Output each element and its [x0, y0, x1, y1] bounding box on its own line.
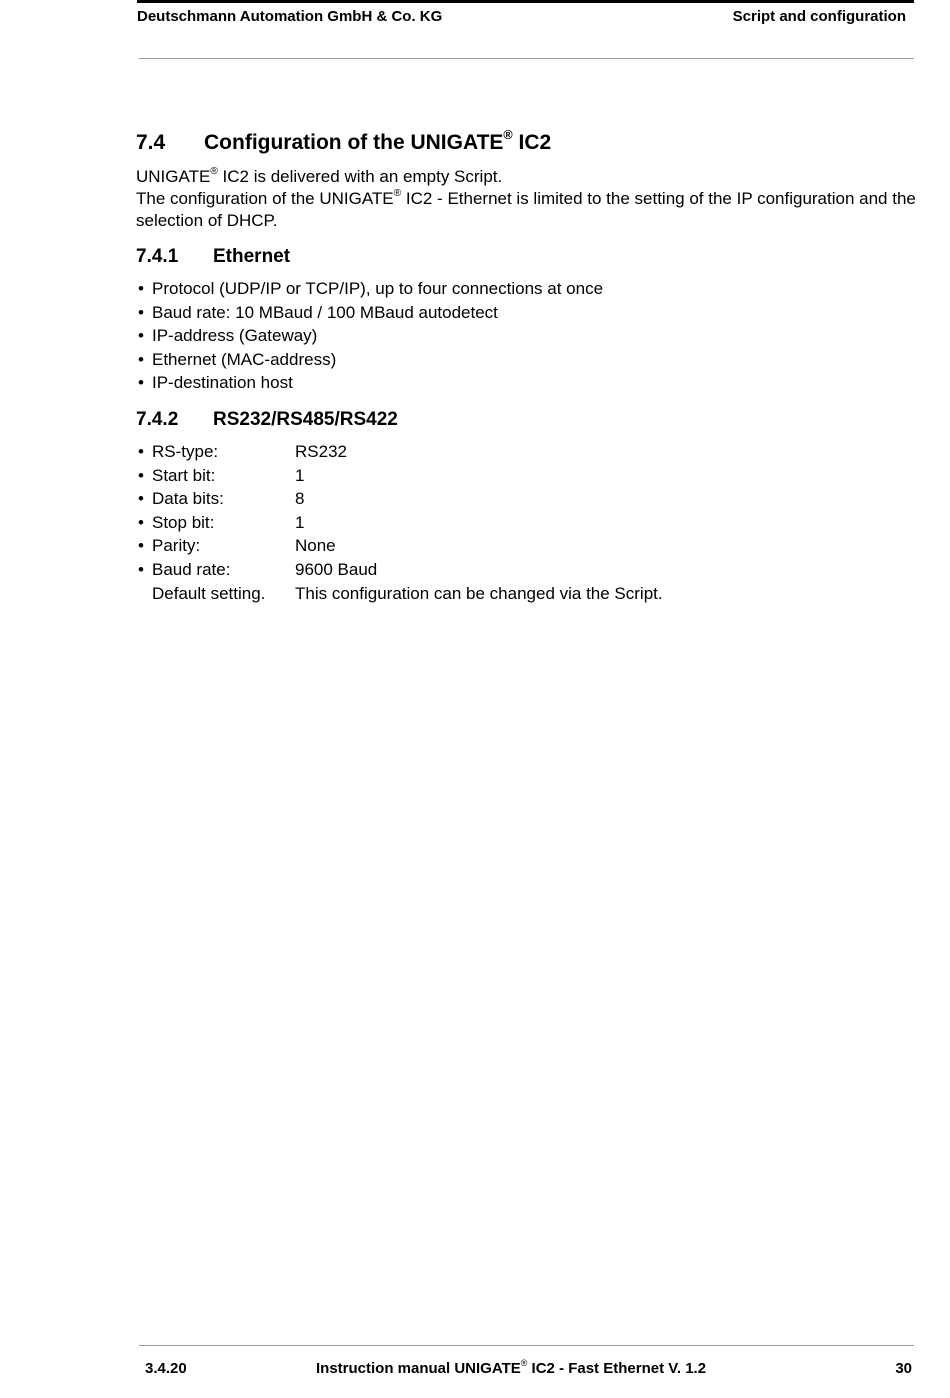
list-item: • Start bit: 1 [138, 464, 663, 488]
list-item: • Baud rate: 10 MBaud / 100 MBaud autodetect [138, 301, 603, 325]
bullet-icon: • [138, 349, 144, 369]
subsection-rs-title: RS232/RS485/RS422 [213, 409, 398, 430]
footer-version: 3.4.20 [145, 1360, 187, 1377]
list-item: • Data bits: 8 [138, 487, 663, 511]
bullet-icon: • [138, 373, 144, 393]
bullet-icon: • [138, 442, 144, 461]
section-title: Configuration of the UNIGATE [204, 131, 504, 154]
list-item: • IP-address (Gateway) [138, 324, 603, 348]
bullet-icon: • [138, 489, 144, 509]
bullet-icon: • [138, 536, 144, 556]
header-company: Deutschmann Automation GmbH & Co. KG [137, 8, 443, 25]
intro-line-1: UNIGATE® IC2 is delivered with an empty Script. [136, 165, 503, 186]
subsection-rs-number: 7.4.2 [136, 409, 179, 430]
bullet-icon: • [138, 559, 144, 579]
footer-title: Instruction manual UNIGATE® IC2 - Fast Ethernet V. 1.2 [316, 1357, 707, 1377]
section-title-suffix: IC2 [512, 131, 552, 154]
bullet-icon: • [138, 465, 144, 485]
footer-page-number: 30 [895, 1360, 912, 1377]
list-item: • RS-type: RS232 [138, 440, 663, 464]
subsection-ethernet-title: Ethernet [213, 246, 291, 267]
list-item: • Ethernet (MAC-address) [138, 348, 603, 372]
header-divider [139, 58, 914, 59]
bullet-icon: • [138, 326, 144, 346]
bullet-icon: • [138, 512, 144, 532]
header-chapter: Script and configuration [732, 8, 906, 25]
section-number: 7.4 [136, 131, 166, 154]
list-item: • Stop bit: 1 [138, 511, 663, 535]
list-item: • IP-destination host [138, 371, 603, 395]
intro-paragraph [136, 166, 916, 232]
list-item: • Protocol (UDP/IP or TCP/IP), up to four connections at once [138, 277, 603, 301]
rs-settings-list [138, 440, 663, 605]
subsection-ethernet-heading [136, 246, 290, 268]
footer-divider [139, 1345, 914, 1346]
bullet-icon: • [138, 302, 144, 322]
list-item: • Parity: None [138, 534, 663, 558]
intro-line-2: The configuration of the UNIGATE® IC2 - Ethernet is limited to the setting of the IP configuration and the selection of DHCP. [136, 187, 916, 230]
section-registered-mark: ® [503, 127, 513, 142]
header-top-bar [137, 0, 914, 3]
list-item: • Baud rate: 9600 Baud [138, 558, 663, 582]
ethernet-list [138, 277, 603, 395]
subsection-rs-heading [136, 409, 398, 431]
bullet-icon: • [138, 279, 144, 298]
subsection-ethernet-number: 7.4.1 [136, 246, 179, 267]
section-heading [136, 127, 552, 155]
default-setting-note: Default setting. This configuration can be changed via the Script. [152, 583, 663, 603]
